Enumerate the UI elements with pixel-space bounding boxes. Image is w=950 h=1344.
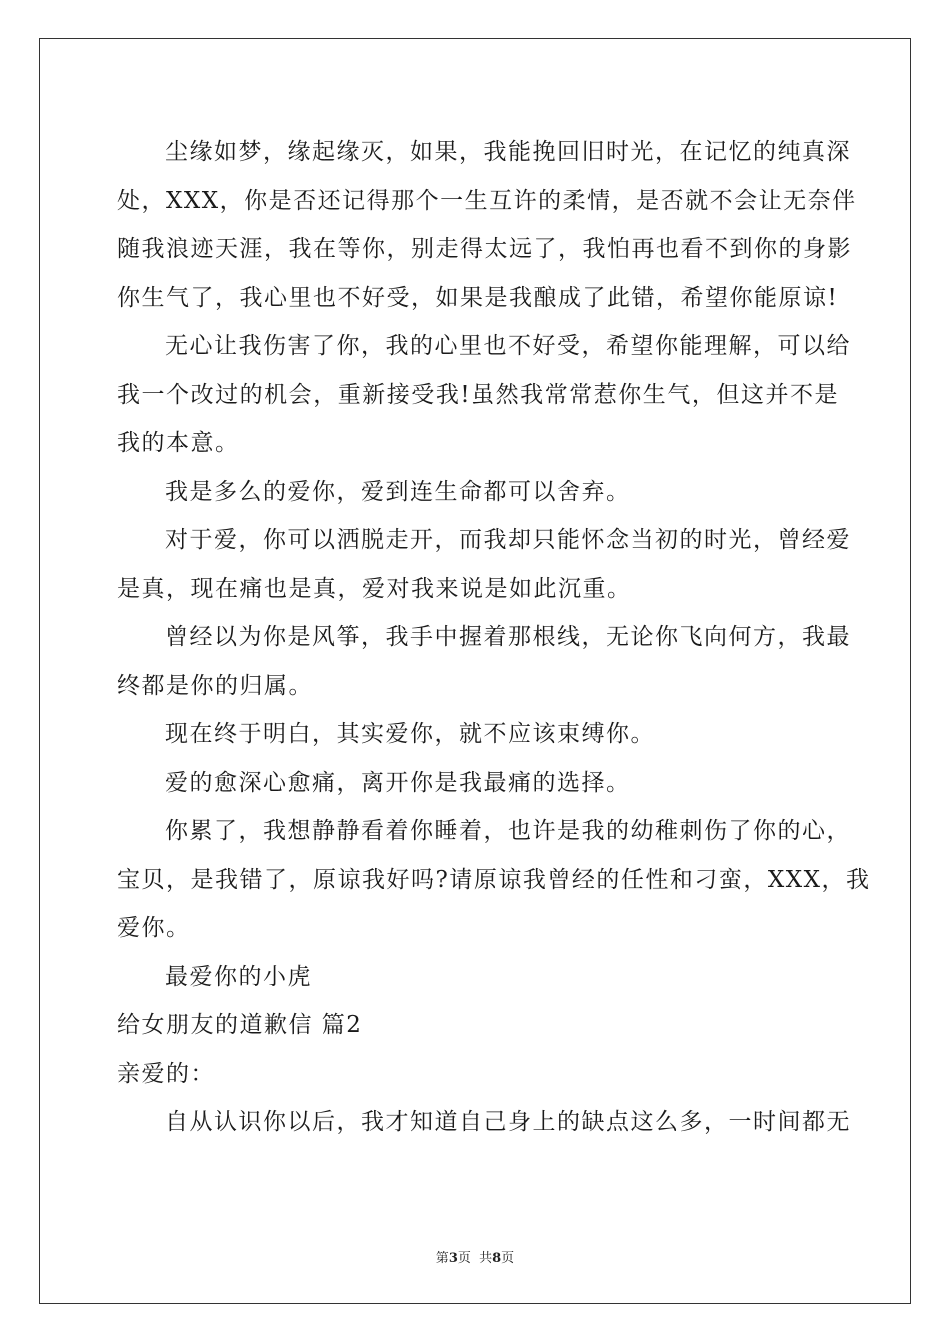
text-line: 宝贝，是我错了，原谅我好吗?请原谅我曾经的任性和刁蛮，XXX，我 — [117, 866, 871, 893]
text-line: 曾经以为你是风筝，我手中握着那根线，无论你飞向何方，我最 — [165, 624, 851, 650]
footer-suffix: 页 — [501, 1251, 515, 1266]
text-line: 给女朋友的道歉信 篇2 — [117, 1012, 363, 1038]
text-line: 无心让我伤害了你，我的心里也不好受，希望你能理解，可以给 — [165, 333, 851, 359]
text-line: 终都是你的归属。 — [117, 672, 313, 699]
text-line: 你累了，我想静静看着你睡着，也许是我的幼稚刺伤了你的心， — [165, 818, 851, 844]
text-line: 我是多么的爱你，爱到连生命都可以舍弃。 — [165, 478, 631, 505]
text-line: 是真，现在痛也是真，爱对我来说是如此沉重。 — [117, 575, 632, 602]
text-line: 亲爱的： — [117, 1060, 215, 1087]
text-line: 我的本意。 — [117, 430, 240, 456]
footer-mid: 页 共 — [457, 1251, 493, 1266]
text-line: 对于爱，你可以洒脱走开，而我却只能怀念当初的时光，曾经爱 — [165, 527, 851, 553]
page-footer — [0, 1247, 950, 1266]
footer-prefix: 第 — [435, 1251, 449, 1266]
text-line: 处，XXX，你是否还记得那个一生互许的柔情，是否就不会让无奈伴 — [117, 187, 857, 214]
total-pages-number: 8 — [492, 1251, 502, 1266]
text-line: 尘缘如梦，缘起缘灭，如果，我能挽回旧时光，在记忆的纯真深 — [165, 139, 851, 165]
text-line: 爱你。 — [117, 915, 191, 941]
text-line: 现在终于明白，其实爱你，就不应该束缚你。 — [165, 721, 655, 747]
text-line: 爱的愈深心愈痛，离开你是我最痛的选择。 — [165, 769, 631, 796]
current-page-number: 3 — [448, 1251, 458, 1266]
text-line: 自从认识你以后，我才知道自己身上的缺点这么多，一时间都无 — [165, 1109, 851, 1135]
document-body — [117, 128, 871, 1147]
text-line: 最爱你的小虎 — [165, 963, 312, 990]
text-line: 我一个改过的机会，重新接受我!虽然我常常惹你生气，但这并不是 — [117, 381, 839, 408]
text-line: 随我浪迹天涯，我在等你，别走得太远了，我怕再也看不到你的身影 — [117, 236, 852, 262]
text-line: 你生气了，我心里也不好受，如果是我酿成了此错，希望你能原谅! — [117, 284, 839, 311]
